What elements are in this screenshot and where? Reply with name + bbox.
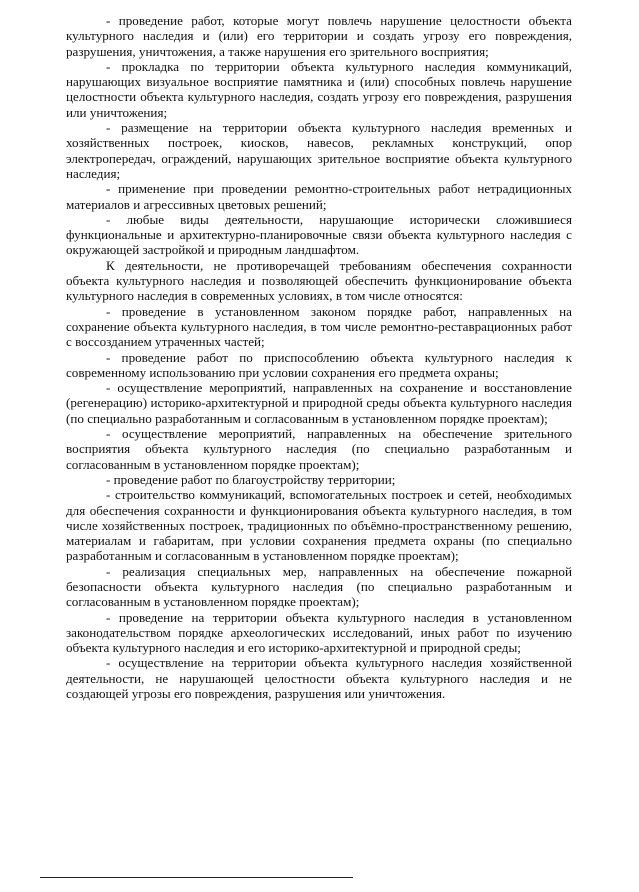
- paragraph-11: - проведение работ по благоустройству территории;: [106, 471, 396, 487]
- paragraph-6: К деятельности, не противоречащей требованиям обеспечения сохранности объекта культурного наследия и позволяющей обеспечить функционирование объекта культурного наследия в современных условиях, в том числе относятся:: [66, 257, 572, 304]
- paragraph-13: - реализация специальных мер, направленных на обеспечение пожарной безопасности объекта культурного наследия (по специально разработанным и согласованным в установленном порядке проектам);: [66, 563, 572, 610]
- paragraph-8: - проведение работ по приспособлению объекта культурного наследия к современному использованию при условии сохранения его предмета охраны;: [66, 349, 572, 380]
- paragraph-1: - проведение работ, которые могут повлечь нарушение целостности объекта культурного наследия и (или) его территории и создать угрозу его повреждения, разрушения, уничтожения, а также нарушения его зрительного восприятия;: [66, 13, 572, 59]
- paragraph-4: - применение при проведении ремонтно-строительных работ нетрадиционных материалов и агрессивных цветовых решений;: [66, 181, 572, 212]
- paragraph-7: - проведение в установленном законом порядке работ, направленных на сохранение объекта культурного наследия, в том числе ремонтно-реставрационных работ с воссозданием утраченных частей;: [66, 303, 572, 350]
- footer-divider: [40, 877, 353, 878]
- paragraph-3: - размещение на территории объекта культурного наследия временных и хозяйственных построек, киосков, навесов, рекламных конструкций, опор электропередач, ограждений, нарушающих зрительное восприятие объекта культурного наследия;: [66, 120, 572, 181]
- paragraph-12: - строительство коммуникаций, вспомогательных построек и сетей, необходимых для обеспечения сохранности и функционирования объекта культурного наследия, в том числе хозяйственных построек, традиционных по объёмно-пространственному решению, материалам и габаритам, при условии сохранения предмета охраны (по специально разработанным и согласованным в установленном порядке проектам);: [66, 487, 572, 564]
- paragraph-10: - осуществление мероприятий, направленных на обеспечение зрительного восприятия объекта культурного наследия (по специально разработанным и согласованным в установленном порядке проектам);: [66, 426, 572, 472]
- paragraph-14: - проведение на территории объекта культурного наследия в установленном законодательством порядке археологических исследований, иных работ по изучению объекта культурного наследия и его историко-архитектурной и природной среды;: [66, 609, 572, 656]
- document-body: [66, 13, 572, 701]
- paragraph-5: - любые виды деятельности, нарушающие исторически сложившиеся функциональные и архитектурно-планировочные связи объекта культурного наследия с окружающей застройкой и природным ландшафтом.: [66, 211, 572, 258]
- paragraph-15: - осуществление на территории объекта культурного наследия хозяйственной деятельности, не нарушающей целостности объекта культурного наследия и не создающей угрозы его повреждения, разрушения или уничтожения.: [66, 655, 572, 702]
- paragraph-9: - осуществление мероприятий, направленных на сохранение и восстановление (регенерацию) историко-архитектурной и природной среды объекта культурного наследия (по специально разработанным и согласованным в установленном порядке проектам);: [66, 380, 572, 426]
- paragraph-2: - прокладка по территории объекта культурного наследия коммуникаций, нарушающих визуальное восприятие памятника и (или) способных повлечь нарушение целостности объекта культурного наследия, создать угрозу его повреждения, разрушения или уничтожения;: [66, 58, 572, 120]
